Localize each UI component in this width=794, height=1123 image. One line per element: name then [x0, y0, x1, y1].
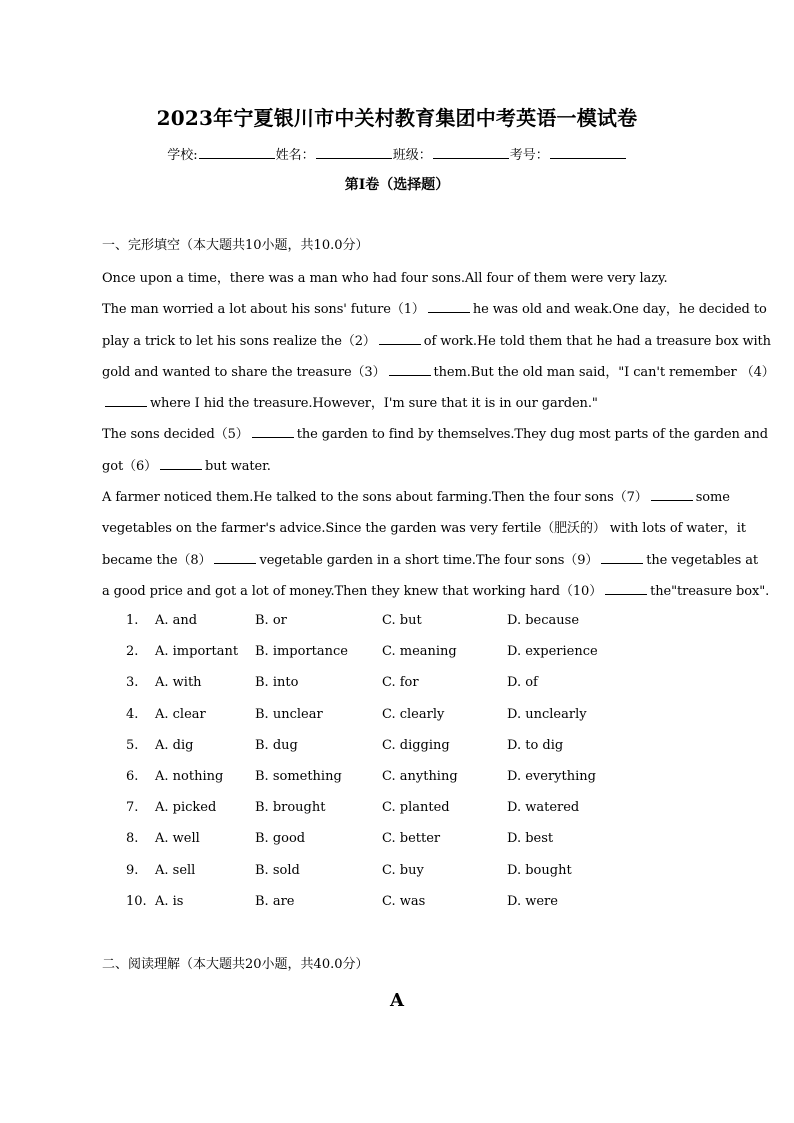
- passage-text: vegetable garden in a short time.The four sons（9）: [259, 552, 599, 568]
- passage-text: A farmer noticed them.He talked to the sons about farming.Then the four sons（7）: [102, 490, 648, 506]
- answer-blank[interactable]: [651, 488, 693, 501]
- option-c[interactable]: C. but: [382, 613, 422, 628]
- option-a[interactable]: A. important: [155, 644, 239, 660]
- question-number: 2.: [126, 644, 139, 660]
- passage-text: gold and wanted to share the treasure（3）: [102, 364, 386, 380]
- passage-text: of work.He told them that he had a treasure box with: [423, 333, 771, 349]
- option-d[interactable]: D. watered: [507, 800, 580, 816]
- option-a[interactable]: A. and: [155, 613, 198, 628]
- passage-label: A: [390, 990, 404, 1011]
- passage-text: got（6）: [102, 458, 158, 474]
- passage-line: [102, 545, 758, 576]
- passage-text: The sons decided（5）: [102, 427, 249, 443]
- option-c[interactable]: C. for: [382, 675, 419, 691]
- question-number: 3.: [126, 675, 139, 691]
- passage-text: the"treasure box".: [650, 583, 770, 599]
- option-b[interactable]: B. or: [255, 613, 287, 628]
- name-blank[interactable]: [316, 144, 392, 159]
- option-a[interactable]: A. picked: [155, 800, 217, 816]
- passage-text: The man worried a lot about his sons' future（1）: [102, 302, 425, 318]
- passage-line: [102, 388, 702, 419]
- answer-blank[interactable]: [428, 300, 470, 313]
- answer-blank[interactable]: [379, 332, 421, 345]
- option-b[interactable]: B. dug: [255, 737, 298, 753]
- option-c[interactable]: C. better: [382, 831, 441, 847]
- option-d[interactable]: D. unclearly: [507, 706, 587, 722]
- passage-text: some: [695, 490, 730, 506]
- option-row: [0, 606, 794, 637]
- school-blank[interactable]: [199, 144, 275, 159]
- option-a[interactable]: A. well: [155, 831, 200, 847]
- question-number: 7.: [126, 800, 139, 816]
- answer-blank[interactable]: [105, 394, 147, 407]
- answer-blank[interactable]: [605, 582, 647, 595]
- option-b[interactable]: B. are: [255, 893, 295, 909]
- option-row: [0, 731, 794, 762]
- passage-text: Once upon a time，there was a man who had four sons.All four of them were very lazy.: [102, 271, 668, 286]
- exam-title: 2023年宁夏银川市中关村教育集团中考英语一模试卷: [156, 106, 638, 130]
- option-row: [0, 824, 794, 855]
- option-c[interactable]: C. was: [382, 893, 426, 909]
- option-b[interactable]: B. importance: [255, 644, 348, 660]
- option-a[interactable]: A. nothing: [155, 768, 224, 784]
- name-label: 姓名：: [275, 148, 315, 163]
- option-row: [0, 637, 794, 668]
- passage-line: [102, 294, 767, 325]
- answer-blank[interactable]: [214, 551, 256, 564]
- option-c[interactable]: C. clearly: [382, 706, 445, 722]
- passage-text: a good price and got a lot of money.Then they knew that working hard（10）: [102, 583, 603, 599]
- option-d[interactable]: D. best: [507, 831, 554, 847]
- answer-blank[interactable]: [252, 425, 294, 438]
- question-number: 5.: [126, 737, 139, 753]
- option-row: [0, 762, 794, 793]
- option-d[interactable]: D. of: [507, 675, 538, 691]
- passage-line: [102, 263, 702, 294]
- passage-line: [102, 482, 730, 513]
- option-a[interactable]: A. dig: [155, 737, 194, 753]
- option-b[interactable]: B. something: [255, 768, 342, 784]
- volume-heading: 第I卷（选择题）: [344, 177, 450, 193]
- passage-text: the vegetables at: [646, 552, 758, 568]
- passage-line: [102, 419, 769, 450]
- option-d[interactable]: D. were: [507, 893, 558, 909]
- option-c[interactable]: C. buy: [382, 862, 424, 878]
- answer-blank[interactable]: [160, 457, 202, 470]
- option-d[interactable]: D. to dig: [507, 737, 564, 753]
- school-label: 学校:: [167, 148, 198, 163]
- passage-line: [102, 513, 746, 544]
- section2-heading: 二、阅读理解（本大题共20小题，共40.0分）: [102, 957, 369, 972]
- option-b[interactable]: B. good: [255, 831, 306, 847]
- passage-line: [102, 451, 702, 482]
- question-number: 6.: [126, 768, 139, 784]
- option-row: [0, 887, 794, 918]
- passage-text: he was old and weak.One day，he decided to: [472, 302, 767, 318]
- option-c[interactable]: C. planted: [382, 800, 450, 816]
- number-label: 考号：: [509, 148, 549, 163]
- option-a[interactable]: A. clear: [155, 706, 206, 722]
- question-number: 4.: [126, 706, 139, 722]
- question-number: 9.: [126, 862, 139, 878]
- class-blank[interactable]: [433, 144, 509, 159]
- option-a[interactable]: A. is: [155, 893, 184, 909]
- option-d[interactable]: D. because: [507, 613, 580, 628]
- option-b[interactable]: B. brought: [255, 800, 326, 816]
- option-b[interactable]: B. into: [255, 675, 299, 691]
- question-number: 10.: [126, 893, 147, 909]
- options-list: [0, 606, 794, 918]
- answer-blank[interactable]: [389, 363, 431, 376]
- passage-line: [102, 326, 771, 357]
- option-b[interactable]: B. unclear: [255, 706, 323, 722]
- option-row: [0, 856, 794, 887]
- option-c[interactable]: C. digging: [382, 737, 450, 753]
- question-number: 1.: [126, 613, 139, 628]
- passage-text: them.But the old man said，"I can't remember （4）: [433, 364, 775, 380]
- option-d[interactable]: D. experience: [507, 644, 598, 660]
- option-b[interactable]: B. sold: [255, 862, 300, 878]
- option-c[interactable]: C. meaning: [382, 644, 457, 660]
- number-blank[interactable]: [550, 144, 626, 159]
- answer-blank[interactable]: [601, 551, 643, 564]
- passage-text: where I hid the treasure.However，I'm sure that it is in our garden.": [150, 396, 598, 412]
- class-label: 班级：: [392, 148, 432, 163]
- option-d[interactable]: D. everything: [507, 768, 596, 784]
- option-row: [0, 668, 794, 699]
- passage-text: play a trick to let his sons realize the（2）: [102, 333, 376, 349]
- option-d[interactable]: D. bought: [507, 862, 572, 878]
- cloze-passage: [102, 263, 775, 607]
- passage-line: [102, 357, 775, 388]
- option-a[interactable]: A. sell: [155, 862, 196, 878]
- passage-line: [102, 576, 770, 607]
- passage-text: the garden to find by themselves.They dug most parts of the garden and: [296, 427, 769, 443]
- option-c[interactable]: C. anything: [382, 768, 458, 784]
- option-a[interactable]: A. with: [155, 675, 202, 691]
- option-row: [0, 700, 794, 731]
- passage-text: became the（8）: [102, 552, 212, 568]
- option-row: [0, 793, 794, 824]
- question-number: 8.: [126, 831, 139, 847]
- student-info-line: [0, 144, 794, 166]
- passage-text: but water.: [205, 458, 271, 474]
- passage-text: vegetables on the farmer's advice.Since the garden was very fertile（肥沃的） with lots of water，it: [102, 521, 746, 537]
- section1-heading: 一、完形填空（本大题共10小题，共10.0分）: [102, 238, 369, 253]
